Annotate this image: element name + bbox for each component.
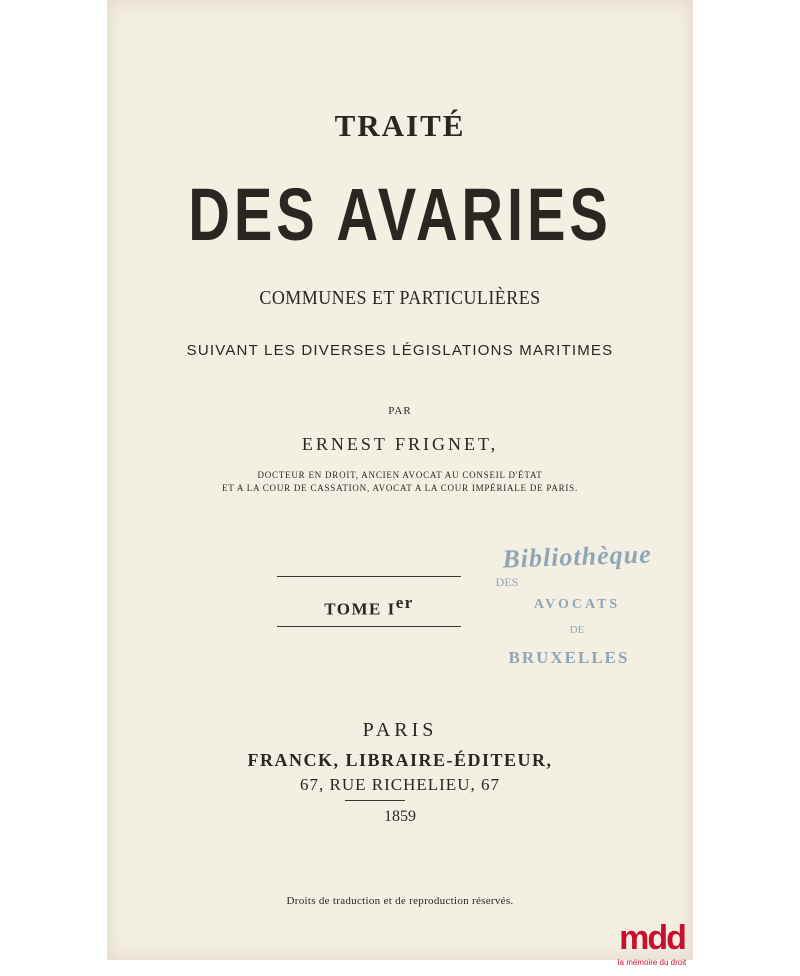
volume-suffix: er [395,593,414,612]
author-credit-line-1: DOCTEUR EN DROIT, ANCIEN AVOCAT AU CONSEIL D'ÉTAT [257,471,543,481]
logo-tagline: la mémoire du droit [617,958,687,967]
year: 1859 [384,808,416,825]
volume-label [277,593,461,619]
volume-text: TOME I [324,599,396,619]
library-stamp [477,539,677,682]
author-credit-line-2: ET A LA COUR DE CASSATION, AVOCAT A LA COUR IMPÉRIALE DE PARIS. [222,484,578,494]
logo-mark: mdd [619,919,685,957]
rights-notice: Droits de traduction et de reproduction réservés. [286,895,514,907]
divider-year [345,800,405,801]
title-line-1: TRAITÉ [334,108,466,143]
divider-bottom [277,626,461,627]
subtitle: COMMUNES ET PARTICULIÈRES [259,287,541,309]
publisher: FRANCK, LIBRAIRE-ÉDITEUR, [247,750,553,770]
stamp-line-1: Bibliothèque [501,539,653,574]
address: 67, RUE RICHELIEU, 67 [300,775,500,794]
legislation-line: SUIVANT LES DIVERSES LÉGISLATIONS MARITIMES [186,342,614,359]
stamp-line-4: DE [569,624,585,636]
by-label: PAR [388,405,412,417]
stamp-line-2: DES [495,575,519,589]
title-page [107,0,693,960]
author-name: ERNEST FRIGNET, [301,434,499,454]
city: PARIS [362,719,438,741]
title-line-2: DES AVARIES [188,173,612,256]
mdd-logo [612,920,692,972]
stamp-line-5: BRUXELLES [508,648,630,667]
stamp-line-3: AVOCATS [533,597,621,612]
